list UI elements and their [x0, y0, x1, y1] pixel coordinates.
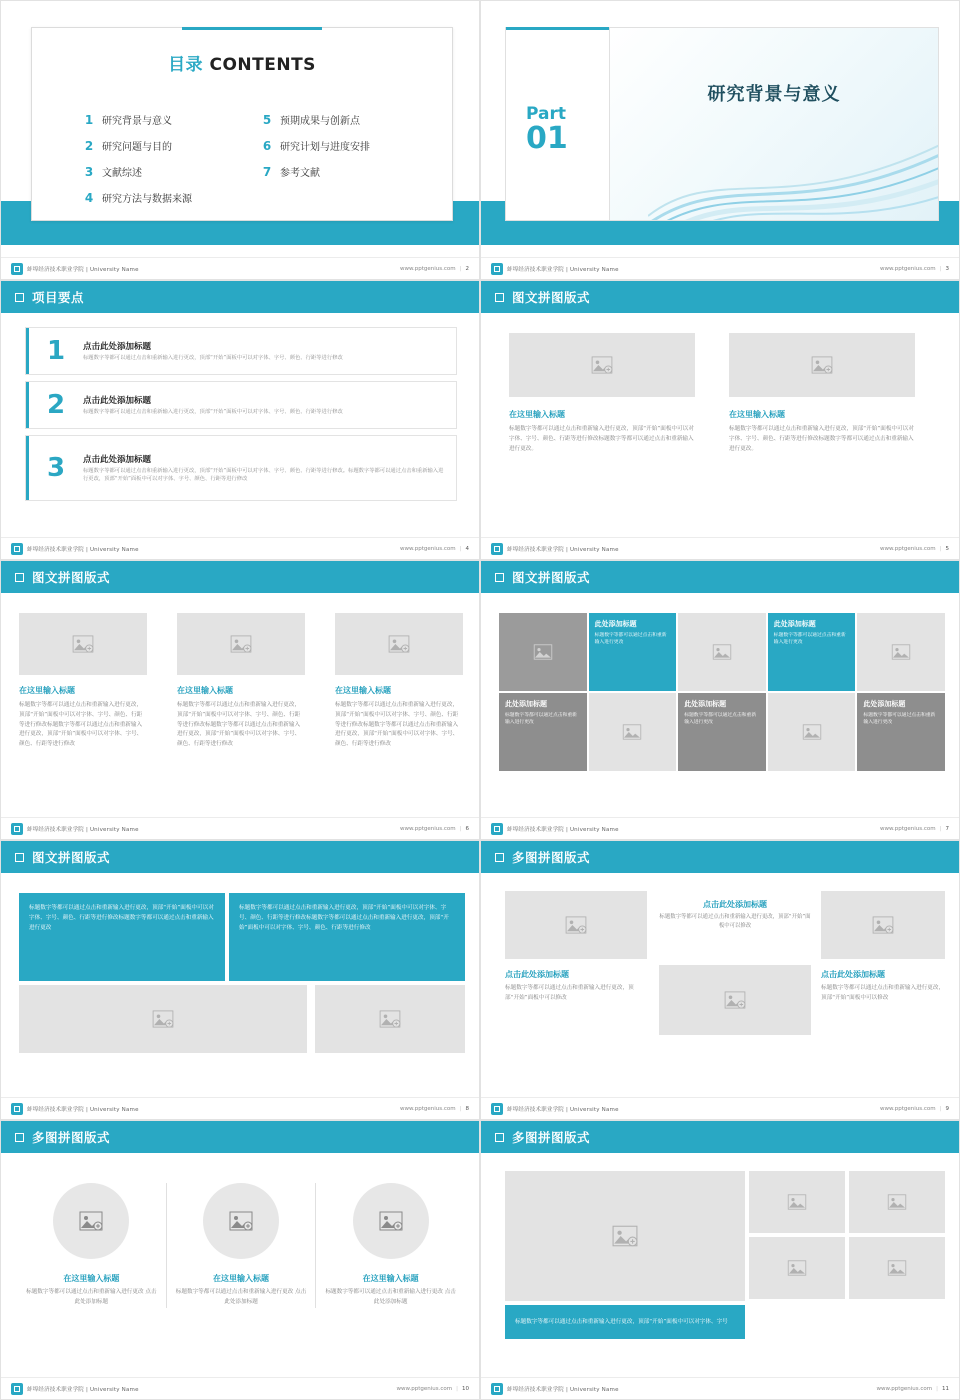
image-placeholder[interactable] [505, 891, 647, 959]
block-body: 标题数字等都可以通过点击和重新输入进行更改，顶部“开始”面板中可以修改 [821, 985, 945, 1001]
tile-title: 此处添加标题 [594, 620, 637, 628]
tile-title: 此处添加标题 [505, 700, 547, 708]
footer-university: 蚌埠经济技术职业学院 | University Name [507, 1106, 619, 1113]
section-title: 研究背景与意义 [707, 84, 841, 105]
caption-bar[interactable] [505, 1305, 745, 1339]
image-placeholder[interactable] [659, 965, 811, 1035]
footer-brand [11, 1103, 139, 1115]
school-logo-icon [11, 1383, 23, 1395]
text-block [19, 685, 147, 750]
footer-university: 蚌埠经济技术职业学院 | University Name [27, 826, 139, 833]
point-number: 1 [46, 336, 66, 366]
image-placeholder[interactable] [509, 333, 695, 397]
mosaic-text-tile[interactable] [678, 693, 766, 771]
block-caption: 在这里输入标题 [362, 1274, 419, 1283]
school-logo-icon [491, 1383, 503, 1395]
image-placeholder[interactable] [678, 613, 766, 691]
block-body: 标题数字等都可以通过点击和重新输入进行更改 点击此处添加标题 [26, 1289, 157, 1305]
footer-separator: | [939, 265, 942, 272]
tile-body: 标题数字等都可以通过点击和重新输入进行更改 [863, 713, 936, 726]
point-row[interactable] [25, 435, 457, 501]
block-caption: 点击此处添加标题 [821, 970, 885, 979]
block-body: 标题数字等都可以通过点击和重新输入进行更改，顶部“开始”面板中可以对字体、字号、颜色、行距等进行修改标题数字等都可以通过点击和重新输入进行更改。 [509, 426, 694, 452]
point-text [83, 340, 456, 363]
footer-site: www.pptgenius.com [880, 825, 936, 832]
block-caption: 在这里输入标题 [213, 1274, 269, 1283]
footer-university: 蚌埠经济技术职业学院 | University Name [27, 546, 139, 553]
circle-block [17, 1183, 166, 1308]
tile-title: 此处添加标题 [773, 620, 816, 628]
square-bullet-icon [495, 293, 504, 302]
school-logo-icon [11, 823, 23, 835]
circle-block [167, 1183, 316, 1308]
slide-header [1, 281, 479, 313]
slide-multi-image-a [480, 840, 960, 1120]
footer-university: 蚌埠经济技术职业学院 | University Name [507, 546, 619, 553]
block-caption: 在这里输入标题 [19, 686, 75, 695]
slide-footer [481, 257, 959, 279]
footer-separator: | [939, 1105, 942, 1112]
footer-separator: | [456, 1385, 458, 1392]
page-number: 6 [465, 825, 469, 832]
point-title: 点击此处添加标题 [83, 454, 152, 465]
square-bullet-icon [495, 1133, 504, 1142]
point-row[interactable] [25, 381, 457, 429]
image-placeholder[interactable] [849, 1237, 945, 1299]
slide-footer [481, 817, 959, 839]
header-title: 图文拼图版式 [32, 570, 111, 585]
part-label [526, 106, 568, 155]
slide-footer [481, 537, 959, 559]
footer-meta [880, 1106, 949, 1112]
tile-body: 标题数字等都可以通过点击和重新输入进行更改 [594, 633, 667, 646]
school-logo-icon [11, 263, 23, 275]
toc-number: 6 [262, 138, 272, 153]
toc-item[interactable] [84, 112, 246, 127]
page-number: 2 [465, 265, 469, 272]
footer-site: www.pptgenius.com [400, 265, 456, 272]
image-placeholder[interactable] [849, 1171, 945, 1233]
panel-body: 标题数字等都可以通过点击和重新输入进行更改，顶部“开始”面板中可以对字体、字号、颜色、行距等进行修改标题数字等都可以通过点击和重新输入进行更改，顶部“开始”面板中可以对字体、字号、颜色、行距等进行修改 [239, 905, 449, 932]
point-body: 标题数字等都可以通过点击和重新输入进行更改，顶部“开始”面板中可以对字体、字号、颜色、行距等进行修改 [83, 354, 343, 361]
toc-number: 3 [84, 164, 94, 179]
footer-brand [491, 1383, 619, 1395]
point-title: 点击此处添加标题 [83, 341, 152, 352]
page-number: 7 [945, 825, 949, 832]
page-number: 8 [465, 1105, 469, 1112]
panel-body: 标题数字等都可以通过点击和重新输入进行更改，顶部“开始”面板中可以对字体、字号、颜色、行距等进行修改标题数字等都可以通过点击和重新输入进行更改 [29, 905, 214, 932]
point-body: 标题数字等都可以通过点击和重新输入进行更改，顶部“开始”面板中可以对字体、字号、颜色、行距等进行修改 [83, 408, 343, 415]
school-logo-icon [11, 1103, 23, 1115]
slide-footer [1, 1097, 479, 1119]
page-number: 9 [945, 1105, 949, 1112]
slide-contents [0, 0, 480, 280]
image-placeholder[interactable] [768, 693, 856, 771]
mosaic-text-tile[interactable] [589, 613, 677, 691]
slide-footer [481, 1097, 959, 1119]
text-panel[interactable] [229, 893, 465, 981]
block-body: 标题数字等都可以通过点击和重新输入进行更改，顶部“开始”面板中可以对字体、字号、颜色、行距等进行修改标题数字等都可以通过点击和重新输入进行更改。 [729, 426, 914, 452]
footer-meta [400, 266, 469, 272]
footer-meta [400, 826, 469, 832]
image-placeholder[interactable] [729, 333, 915, 397]
block-body: 标题数字等都可以通过点击和重新输入进行更改，顶部“开始”面板中可以修改 [659, 914, 811, 930]
footer-site: www.pptgenius.com [876, 1385, 933, 1392]
footer-separator: | [459, 545, 462, 552]
tile-body: 标题数字等都可以通过点击和重新输入进行更改 [773, 633, 846, 646]
footer-separator: | [459, 1105, 462, 1112]
footer-brand [491, 543, 619, 555]
image-placeholder[interactable] [589, 693, 677, 771]
footer-meta [880, 546, 949, 552]
footer-separator: | [939, 825, 942, 832]
image-placeholder[interactable] [177, 613, 305, 675]
footer-meta [400, 1106, 469, 1112]
slide-header [1, 1121, 479, 1153]
footer-separator: | [459, 265, 462, 272]
footer-meta [400, 546, 469, 552]
slide-header [481, 281, 959, 313]
toc-item[interactable] [262, 112, 424, 127]
slide-header [1, 841, 479, 873]
slide-multi-image-b [480, 1120, 960, 1400]
slide-circle-images [0, 1120, 480, 1400]
school-logo-icon [491, 263, 503, 275]
footer-university: 蚌埠经济技术职业学院 | University Name [507, 826, 619, 833]
footer-site: www.pptgenius.com [400, 545, 456, 552]
toc-number: 7 [262, 164, 272, 179]
toc-item[interactable] [262, 138, 424, 153]
image-placeholder-large[interactable] [505, 1171, 745, 1301]
block-caption: 在这里输入标题 [335, 686, 391, 695]
footer-university: 蚌埠经济技术职业学院 | University Name [27, 1386, 139, 1393]
mosaic-text-tile[interactable] [499, 693, 587, 771]
page-title-en: CONTENTS [209, 55, 316, 75]
slide-project-points [0, 280, 480, 560]
header-title: 图文拼图版式 [32, 850, 111, 865]
footer-site: www.pptgenius.com [400, 1105, 456, 1112]
footer-site: www.pptgenius.com [880, 265, 936, 272]
image-placeholder-circle[interactable] [53, 1183, 129, 1259]
slide-footer [1, 1377, 479, 1399]
block-body: 标题数字等都可以通过点击和重新输入进行更改，顶部“开始”面板中可以对字体、字号、颜色、行距等进行修改标题数字等都可以通过点击和重新输入进行更改，顶部“开始”面板中可以对字体、字号、颜色、行距等进行修改 [19, 702, 143, 748]
footer-site: www.pptgenius.com [880, 545, 936, 552]
block-body: 标题数字等都可以通过点击和重新输入进行更改 点击此处添加标题 [175, 1289, 307, 1305]
toc-item[interactable] [84, 164, 246, 179]
section-banner [609, 27, 939, 221]
footer-brand [491, 823, 619, 835]
card-accent-bar [182, 27, 322, 30]
toc-label: 预期成果与创新点 [280, 116, 360, 127]
toc-number: 1 [84, 112, 94, 127]
image-placeholder[interactable] [19, 613, 147, 675]
slide-section-divider [480, 0, 960, 280]
toc-number: 4 [84, 190, 94, 205]
page-title [32, 50, 452, 75]
text-block [335, 685, 463, 750]
square-bullet-icon [495, 573, 504, 582]
image-placeholder-circle[interactable] [353, 1183, 429, 1259]
image-placeholder[interactable] [19, 985, 307, 1053]
block-caption: 点击此处添加标题 [505, 970, 569, 979]
block-body: 标题数字等都可以通过点击和重新输入进行更改，顶部“开始”面板中可以修改 [505, 985, 634, 1001]
slide-text-top-images-bottom [0, 840, 480, 1120]
header-title: 多图拼图版式 [512, 850, 591, 865]
image-placeholder[interactable] [749, 1171, 845, 1233]
footer-separator: | [936, 1385, 938, 1392]
slide-image-text-two [480, 280, 960, 560]
mosaic-text-tile[interactable] [857, 693, 945, 771]
block-caption: 在这里输入标题 [177, 686, 233, 695]
page-number: 10 [462, 1385, 469, 1392]
toc-label: 参考文献 [280, 168, 320, 179]
footer-university: 蚌埠经济技术职业学院 | University Name [507, 1386, 619, 1393]
tile-body: 标题数字等都可以通过点击和重新输入进行更改 [505, 713, 577, 726]
point-text [83, 453, 456, 484]
header-title: 图文拼图版式 [512, 290, 591, 305]
footer-brand [11, 1383, 139, 1395]
circle-block [316, 1183, 465, 1308]
footer-brand [11, 823, 139, 835]
point-text [83, 394, 456, 417]
footer-meta [877, 1386, 949, 1392]
slide-image-text-three [0, 560, 480, 840]
page-number: 5 [945, 545, 949, 552]
image-placeholder[interactable] [821, 891, 945, 959]
block-caption: 在这里输入标题 [63, 1274, 120, 1283]
image-placeholder[interactable] [499, 613, 587, 691]
square-bullet-icon [15, 293, 24, 302]
point-title: 点击此处添加标题 [83, 395, 152, 406]
image-placeholder[interactable] [335, 613, 463, 675]
tile-body: 标题数字等都可以通过点击和重新输入进行更改 [684, 713, 757, 726]
toc-list [84, 112, 424, 205]
part-number: 01 [526, 121, 568, 156]
slide-footer [1, 257, 479, 279]
block-body: 标题数字等都可以通过点击和重新输入进行更改，顶部“开始”面板中可以对字体、字号、颜色、行距等进行修改标题数字等都可以通过点击和重新输入进行更改，顶部“开始”面板中可以对字体、字号、颜色、行距等进行修改 [335, 702, 459, 748]
text-block [509, 409, 695, 454]
text-block [177, 685, 305, 750]
point-row[interactable] [25, 327, 457, 375]
footer-meta [397, 1386, 469, 1392]
block-body: 标题数字等都可以通过点击和重新输入进行更改 点击此处添加标题 [325, 1289, 456, 1305]
caption-bar-text: 标题数字等都可以通过点击和重新输入进行更改，顶部“开始”面板中可以对字体、字号 [515, 1318, 728, 1325]
image-placeholder[interactable] [749, 1237, 845, 1299]
text-block [659, 899, 811, 931]
slide-header [481, 841, 959, 873]
toc-number: 5 [262, 112, 272, 127]
footer-meta [880, 826, 949, 832]
page-number: 11 [942, 1385, 949, 1392]
part-word: Part [526, 104, 566, 124]
toc-item[interactable] [262, 164, 424, 179]
slide-header [481, 1121, 959, 1153]
image-placeholder[interactable] [315, 985, 465, 1053]
header-title: 图文拼图版式 [512, 570, 591, 585]
footer-site: www.pptgenius.com [396, 1385, 453, 1392]
text-block [821, 969, 945, 1004]
school-logo-icon [491, 823, 503, 835]
header-title: 多图拼图版式 [512, 1130, 591, 1145]
page-number: 4 [465, 545, 469, 552]
slide-footer [1, 817, 479, 839]
header-title: 多图拼图版式 [32, 1130, 111, 1145]
square-bullet-icon [15, 573, 24, 582]
slide-footer [1, 537, 479, 559]
footer-brand [11, 543, 139, 555]
image-placeholder-circle[interactable] [203, 1183, 279, 1259]
square-bullet-icon [15, 853, 24, 862]
mosaic-grid [499, 613, 945, 771]
block-caption: 点击此处添加标题 [703, 900, 767, 909]
slide-header [481, 561, 959, 593]
page-number: 3 [945, 265, 949, 272]
toc-label: 研究方法与数据来源 [102, 194, 192, 205]
footer-brand [491, 263, 619, 275]
point-number: 3 [46, 453, 66, 483]
toc-item[interactable] [84, 190, 246, 205]
footer-university: 蚌埠经济技术职业学院 | University Name [27, 266, 139, 273]
slide-footer [481, 1377, 959, 1399]
footer-university: 蚌埠经济技术职业学院 | University Name [507, 266, 619, 273]
square-bullet-icon [15, 1133, 24, 1142]
toc-label: 研究计划与进度安排 [280, 142, 370, 153]
footer-separator: | [459, 825, 462, 832]
school-logo-icon [491, 1103, 503, 1115]
text-block [729, 409, 915, 454]
toc-label: 研究问题与目的 [102, 142, 172, 153]
toc-item[interactable] [84, 138, 246, 153]
image-placeholder[interactable] [857, 613, 945, 691]
footer-university: 蚌埠经济技术职业学院 | University Name [27, 1106, 139, 1113]
square-bullet-icon [495, 853, 504, 862]
block-caption: 在这里输入标题 [509, 410, 565, 419]
footer-brand [491, 1103, 619, 1115]
toc-label: 文献综述 [102, 168, 142, 179]
page-title-cn: 目录 [168, 55, 204, 75]
toc-item-empty [262, 190, 424, 205]
block-caption: 在这里输入标题 [729, 410, 785, 419]
tile-title: 此处添加标题 [863, 700, 906, 708]
footer-site: www.pptgenius.com [880, 1105, 936, 1112]
toc-label: 研究背景与意义 [102, 116, 172, 127]
block-body: 标题数字等都可以通过点击和重新输入进行更改，顶部“开始”面板中可以对字体、字号、颜色、行距等进行修改标题数字等都可以通过点击和重新输入进行更改，顶部“开始”面板中可以对字体、字号、颜色、行距等进行修改 [177, 702, 301, 748]
header-title: 项目要点 [32, 290, 85, 305]
point-body: 标题数字等都可以通过点击和重新输入进行更改，顶部“开始”面板中可以对字体、字号、颜色、行距等进行修改。标题数字等都可以通过点击和重新输入进行更改，顶部“开始”面板中可以对字体、字号、颜色、行距等进行修改 [83, 467, 444, 482]
footer-brand [11, 263, 139, 275]
toc-number: 2 [84, 138, 94, 153]
school-logo-icon [11, 543, 23, 555]
wave-decoration-icon [648, 106, 939, 221]
text-panel[interactable] [19, 893, 225, 981]
text-block [505, 969, 647, 1004]
school-logo-icon [491, 543, 503, 555]
tile-title: 此处添加标题 [684, 700, 727, 708]
footer-meta [880, 266, 949, 272]
footer-site: www.pptgenius.com [400, 825, 456, 832]
footer-separator: | [939, 545, 942, 552]
point-number: 2 [46, 390, 66, 420]
mosaic-text-tile[interactable] [768, 613, 856, 691]
slide-header [1, 561, 479, 593]
slide-mosaic [480, 560, 960, 840]
contents-card [31, 27, 453, 221]
